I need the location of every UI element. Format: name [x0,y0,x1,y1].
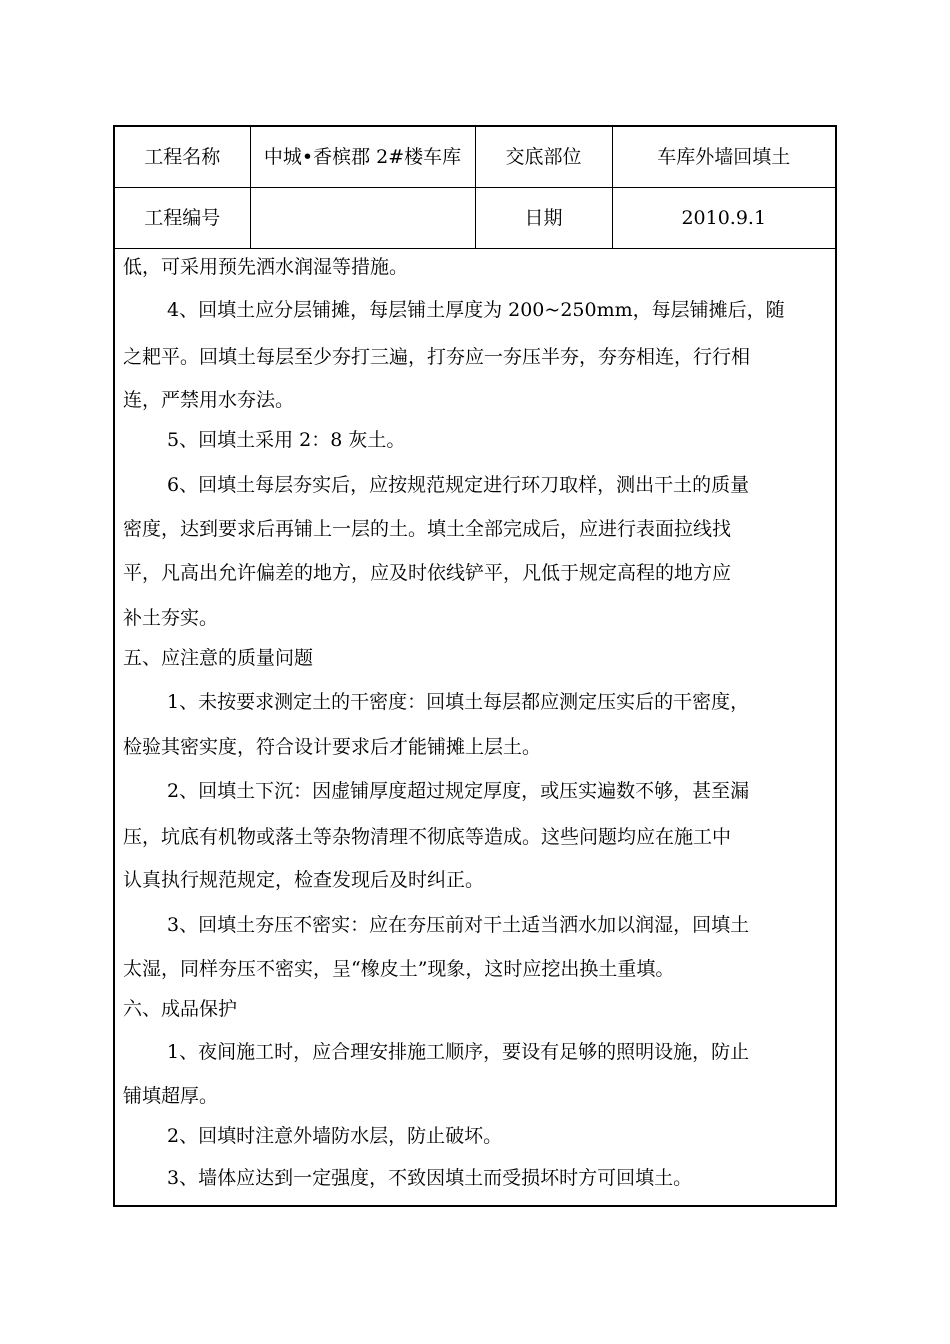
project-no-value [250,188,475,249]
project-no-label: 工程编号 [115,188,250,249]
body-line: 铺填超厚。 [123,1085,219,1107]
body-line: 2、回填时注意外墙防水层，防止破坏。 [167,1125,503,1147]
body-line: 连，严禁用水夯法。 [123,389,295,411]
project-name-value: 中城•香槟郡 2#楼车库 [250,127,475,188]
section-heading: 六、成品保护 [123,998,238,1020]
disclosure-sheet [113,125,837,1207]
body-line: 之耙平。回填土每层至少夯打三遍，打夯应一夯压半夯，夯夯相连，行行相 [123,346,751,368]
body-line: 4、回填土应分层铺摊，每层铺土厚度为 200~250mm，每层铺摊后，随 [167,299,785,321]
project-name-label: 工程名称 [115,127,250,188]
date-label: 日期 [475,188,612,249]
header-row-2 [115,188,835,249]
body-line: 2、回填土下沉：因虚铺厚度超过规定厚度，或压实遍数不够，甚至漏 [167,780,750,802]
body-line: 6、回填土每层夯实后，应按规范规定进行环刀取样，测出干土的质量 [167,474,750,496]
body-line: 平，凡高出允许偏差的地方，应及时依线铲平，凡低于规定高程的地方应 [123,562,732,584]
disclosure-part-value: 车库外墙回填土 [612,127,835,188]
body-line: 密度，达到要求后再铺上一层的土。填土全部完成后，应进行表面拉线找 [123,518,732,540]
body-line: 5、回填土采用 2：8 灰土。 [167,429,406,451]
body-text [123,251,829,1198]
body-line: 3、回填土夯压不密实：应在夯压前对干土适当洒水加以润湿，回填土 [167,914,750,936]
section-heading: 五、应注意的质量问题 [123,647,314,669]
header-row-1 [115,127,835,188]
header-table [115,127,835,249]
disclosure-part-label: 交底部位 [475,127,612,188]
body-line: 1、夜间施工时，应合理安排施工顺序，要设有足够的照明设施，防止 [167,1041,750,1063]
body-line: 补土夯实。 [123,607,219,629]
body-line: 3、墙体应达到一定强度，不致因填土而受损坏时方可回填土。 [167,1167,693,1189]
body-line: 认真执行规范规定，检查发现后及时纠正。 [123,869,485,891]
date-value: 2010.9.1 [612,188,835,249]
body-line: 压，坑底有机物或落土等杂物清理不彻底等造成。这些问题均应在施工中 [123,826,732,848]
body-line: 1、未按要求测定土的干密度：回填土每层都应测定压实后的干密度， [167,691,750,713]
body-line: 太湿，同样夯压不密实，呈“橡皮土”现象，这时应挖出换土重填。 [123,958,675,980]
body-line: 检验其密实度，符合设计要求后才能铺摊上层土。 [123,736,542,758]
body-line: 低，可采用预先洒水润湿等措施。 [123,256,409,278]
